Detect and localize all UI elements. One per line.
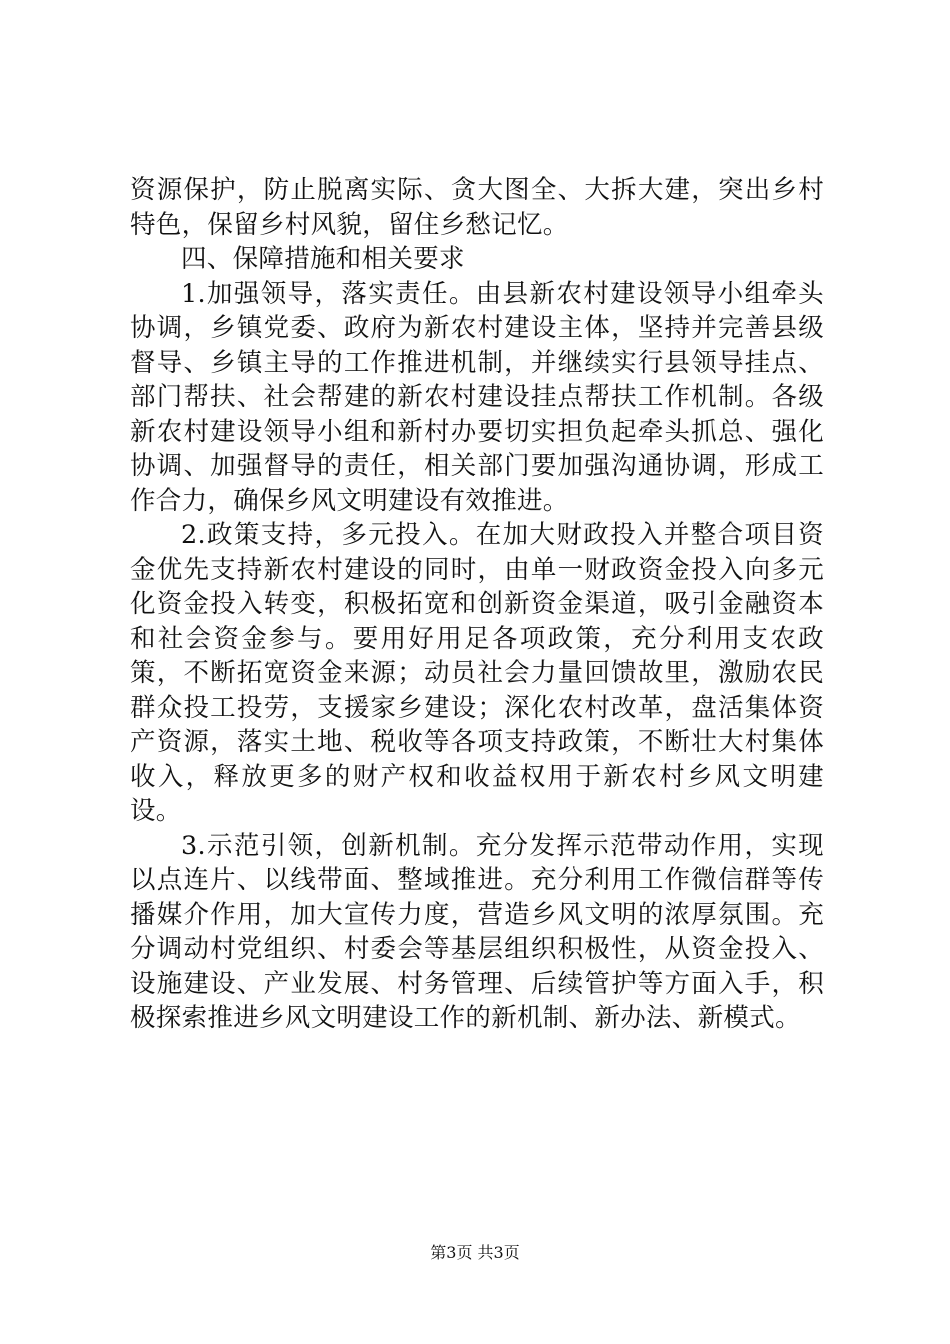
paragraph-leadership: 1.加强领导，落实责任。由县新农村建设领导小组牵头协调，乡镇党委、政府为新农村建设主体，坚持并完善县级督导、乡镇主导的工作推进机制，并继续实行县领导挂点、部门帮扶、社会帮建的新农村建设挂点帮扶工作机制。各级新农村建设领导小组和新村办要切实担负起牵头抓总、强化协调、加强督导的责任，相关部门要加强沟通协调，形成工作合力，确保乡风文明建设有效推进。 (130, 278, 824, 516)
document-body (130, 173, 824, 1036)
paragraph-demonstration: 3.示范引领，创新机制。充分发挥示范带动作用，实现以点连片、以线带面、整域推进。充分利用工作微信群等传播媒介作用，加大宣传力度，营造乡风文明的浓厚氛围。充分调动村党组织、村委会等基层组织积极性，从资金投入、设施建设、产业发展、村务管理、后续管护等方面入手，积极探索推进乡风文明建设工作的新机制、新办法、新模式。 (130, 830, 824, 1033)
paragraph-policy-support: 2.政策支持，多元投入。在加大财政投入并整合项目资金优先支持新农村建设的同时，由单一财政资金投入向多元化资金投入转变，积极拓宽和创新资金渠道，吸引金融资本和社会资金参与。要用好用足各项政策，充分利用支农政策，不断拓宽资金来源；动员社会力量回馈故里，激励农民群众投工投劳，支援家乡建设；深化农村改革，盘活集体资产资源，落实土地、税收等各项支持政策，不断壮大村集体收入，释放更多的财产权和收益权用于新农村乡风文明建设。 (130, 520, 824, 826)
section-heading: 四、保障措施和相关要求 (181, 244, 465, 274)
paragraph-continuation: 资源保护，防止脱离实际、贪大图全、大拆大建，突出乡村特色，保留乡村风貌，留住乡愁记忆。 (130, 175, 824, 240)
page-footer: 第3页 共3页 (430, 1243, 520, 1262)
